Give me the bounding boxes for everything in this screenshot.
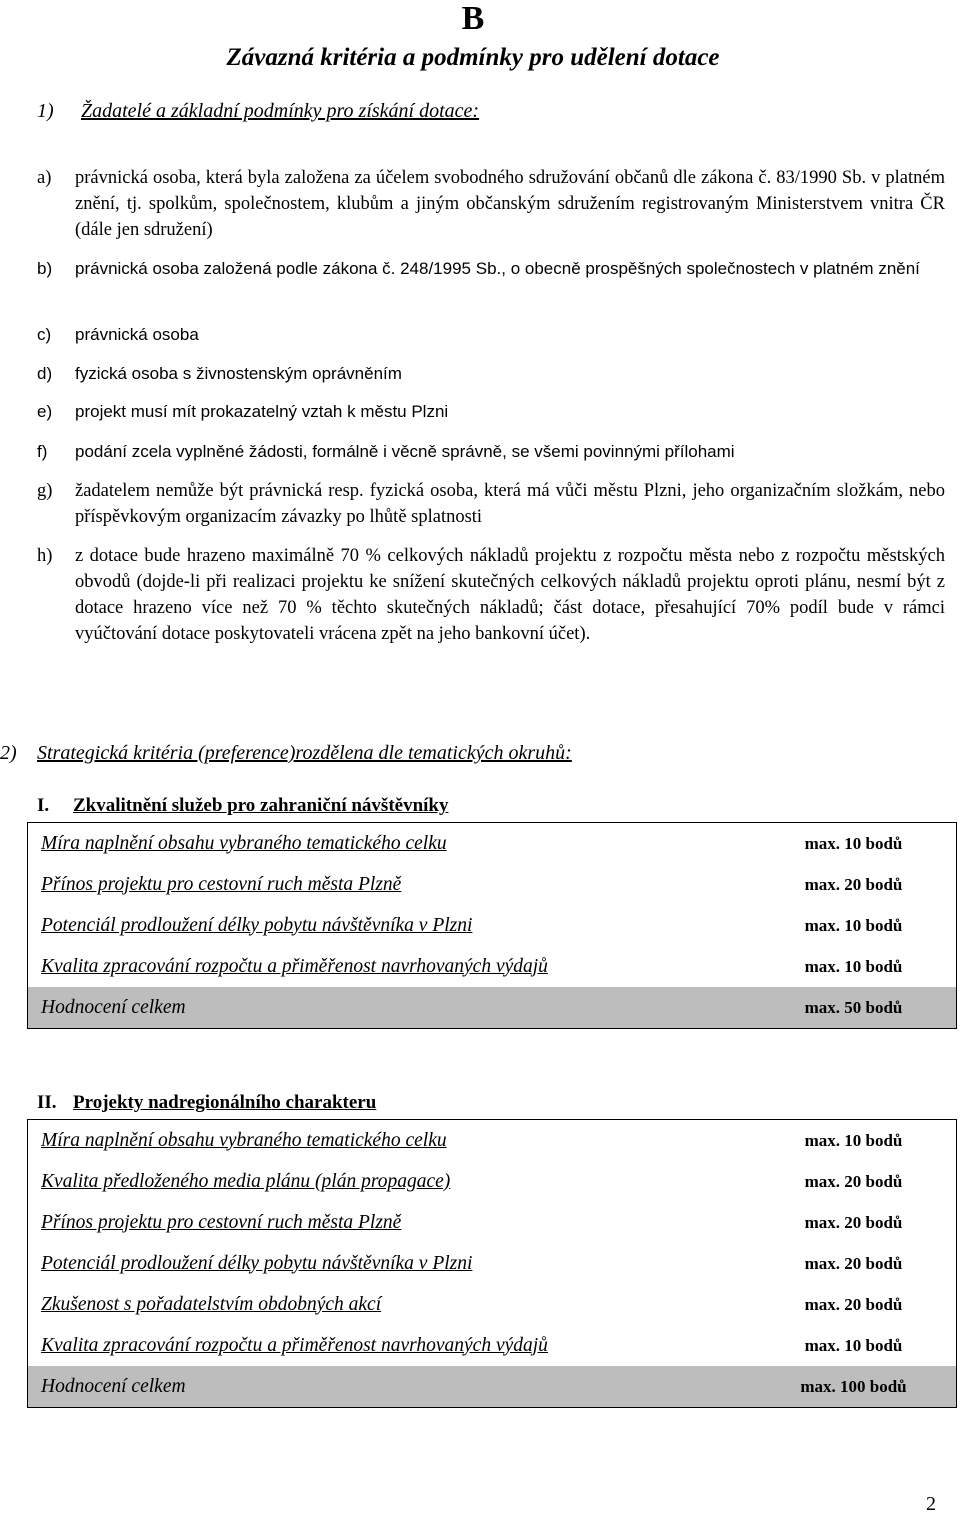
- total-points: max. 50 bodů: [804, 997, 903, 1017]
- item-text-a: právnická osoba založená podle zákona č. 248/1995 Sb.: [75, 259, 502, 278]
- list-item-d: [37, 361, 945, 387]
- section1-number: 1): [37, 100, 54, 122]
- item-text: žadatelem nemůže být právnická resp. fyzická osoba, která má vůči městu Plzni, jeho organizačním složkám, nebo příspěvkovým organizacím závazky po lhůtě splatnosti: [75, 481, 945, 527]
- item-text: právnická osoba, která byla založena za účelem svobodného sdružování občanů dle zákona č. 83/1990 Sb. v platném znění, tj. spolkům, společnostem, klubům a jiným občanským sdružením registrovaným Ministerstvem vnitra ČR (dále jen sdružení): [75, 168, 945, 240]
- criterion-cell: Přínos projektu pro cestovní ruch města Plzně: [41, 873, 402, 895]
- table2-title: Projekty nadregionálního charakteru: [73, 1092, 377, 1113]
- section2-heading: [0, 740, 572, 766]
- points-cell: max. 20 bodů: [804, 874, 903, 894]
- table-total-row: [28, 987, 956, 1028]
- total-points: max. 100 bodů: [800, 1376, 907, 1396]
- table1-roman: I.: [37, 795, 50, 816]
- criterion-cell: Míra naplnění obsahu vybraného tematického celku: [41, 832, 447, 854]
- table-row: [28, 946, 956, 987]
- table-row: [28, 864, 956, 905]
- page-number: 2: [926, 1493, 936, 1515]
- item-label: f): [37, 442, 48, 461]
- criterion-cell: Zkušenost s pořadatelstvím obdobných akcí: [41, 1293, 382, 1315]
- table2-heading: [37, 1091, 376, 1115]
- table-row: [28, 1120, 956, 1161]
- page-title: Závazná kritéria a podmínky pro udělení dotace: [226, 44, 720, 71]
- points-cell: max. 20 bodů: [804, 1212, 903, 1232]
- section2-title: Strategická kritéria (preference)rozdělena dle tematických okruhů:: [37, 742, 572, 764]
- table2: [27, 1119, 957, 1408]
- criterion-cell: Kvalita předloženého media plánu (plán propagace): [41, 1170, 451, 1192]
- item-label: g): [37, 481, 53, 501]
- list-item-b: [37, 256, 945, 282]
- criterion-cell: Kvalita zpracování rozpočtu a přiměřenost navrhovaných výdajů: [41, 955, 548, 977]
- section1-heading: [37, 98, 479, 124]
- item-label: e): [37, 402, 53, 421]
- table1-heading: [37, 794, 449, 818]
- table2-roman: II.: [37, 1092, 57, 1113]
- item-text-b: , o obecně prospěšných společnostech v platném znění: [501, 259, 920, 278]
- section1-title: Žadatelé a základní podmínky pro získání dotace:: [81, 100, 480, 122]
- page-letter: B: [461, 0, 485, 37]
- list-item-f: [37, 439, 945, 465]
- table-row: [28, 823, 956, 864]
- points-cell: max. 10 bodů: [804, 915, 903, 935]
- item-text: z dotace bude hrazeno maximálně 70 % celkových nákladů projektu z rozpočtu města nebo z rozpočtu městských obvodů (dojde-li při realizaci projektu ke snížení skutečných celkových nákladů projektu oproti plánu, nesmí být z dotace hrazeno více než 70 % těchto skutečných nákladů; část dotace, přesahující 70% podíl bude v rámci vyúčtování dotace poskytovateli vrácena zpět na jeho bankovní účet).: [75, 546, 945, 644]
- table-row: [28, 1202, 956, 1243]
- list-item-g: [37, 478, 945, 530]
- points-cell: max. 10 bodů: [804, 956, 903, 976]
- points-cell: max. 20 bodů: [804, 1171, 903, 1191]
- criterion-cell: Kvalita zpracování rozpočtu a přiměřenost navrhovaných výdajů: [41, 1334, 548, 1356]
- list-item-c: [37, 322, 945, 348]
- item-label: h): [37, 546, 53, 566]
- list-item-e: [37, 399, 945, 425]
- table-total-row: [28, 1366, 956, 1407]
- table1: [27, 822, 957, 1029]
- item-text: fyzická osoba s živnostenským oprávněním: [75, 364, 402, 383]
- item-label: b): [37, 259, 53, 278]
- item-label: c): [37, 325, 52, 344]
- item-text: projekt musí mít prokazatelný vztah k městu Plzni: [75, 402, 449, 421]
- criterion-cell: Potenciál prodloužení délky pobytu návštěvníka v Plzni: [41, 1252, 473, 1274]
- item-label: d): [37, 364, 53, 383]
- table-row: [28, 1161, 956, 1202]
- table-row: [28, 1284, 956, 1325]
- list-item-a: [37, 165, 945, 243]
- table-row: [28, 905, 956, 946]
- points-cell: max. 20 bodů: [804, 1294, 903, 1314]
- points-cell: max. 20 bodů: [804, 1253, 903, 1273]
- criterion-cell: Potenciál prodloužení délky pobytu návštěvníka v Plzni: [41, 914, 473, 936]
- table1-title: Zkvalitnění služeb pro zahraniční návštěvníky: [73, 795, 449, 816]
- total-label: Hodnocení celkem: [41, 996, 186, 1018]
- criterion-cell: Přínos projektu pro cestovní ruch města Plzně: [41, 1211, 402, 1233]
- criterion-cell: Míra naplnění obsahu vybraného tematického celku: [41, 1129, 447, 1151]
- list-item-h: [37, 543, 945, 647]
- section2-number: 2): [0, 742, 17, 764]
- table-row: [28, 1243, 956, 1284]
- points-cell: max. 10 bodů: [804, 1130, 903, 1150]
- points-cell: max. 10 bodů: [804, 1335, 903, 1355]
- item-text: právnická osoba: [75, 325, 199, 344]
- total-label: Hodnocení celkem: [41, 1375, 186, 1397]
- item-text: podání zcela vyplněné žádosti, formálně i věcně správně, se všemi povinnými přílohami: [75, 442, 735, 461]
- table-row: [28, 1325, 956, 1366]
- item-label: a): [37, 168, 52, 188]
- points-cell: max. 10 bodů: [804, 833, 903, 853]
